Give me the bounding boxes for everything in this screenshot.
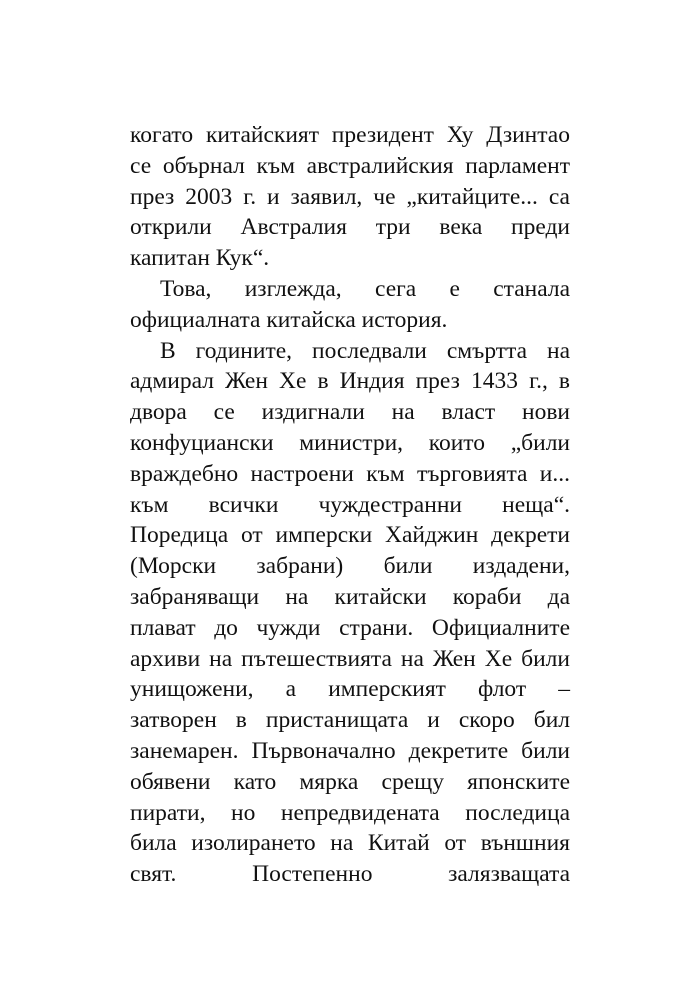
- text-line: капитан Кук“.: [130, 245, 270, 272]
- text-line: занемарен. Първоначално декретите били: [130, 737, 570, 764]
- paragraph-3: [130, 336, 570, 890]
- text-line: била изолирането на Китай от външния: [130, 830, 570, 857]
- text-line: Това, изглежда, сега е станала: [160, 275, 570, 302]
- text-line: свят. Постепенно залязващата: [130, 861, 570, 888]
- text-line: забраняващи на китайски кораби да: [130, 583, 570, 610]
- paragraph-2: [130, 274, 570, 336]
- text-line: се обърнал към австралийския парламент: [130, 152, 570, 179]
- text-line: пирати, но непредвидената последица: [130, 799, 570, 826]
- body-text: [130, 120, 570, 890]
- text-line: архиви на пътешествията на Жен Хе били: [130, 645, 570, 672]
- text-line: конфуциански министри, които „били: [130, 429, 570, 456]
- text-line: (Морски забрани) били издадени,: [130, 553, 570, 580]
- text-line: враждебно настроени към търговията и...: [130, 460, 570, 487]
- text-line: адмирал Жен Хе в Индия през 1433 г., в: [130, 368, 570, 395]
- text-line: унищожени, а имперският флот –: [130, 676, 570, 703]
- text-line: затворен в пристанищата и скоро бил: [130, 707, 570, 734]
- text-line: към всички чуждестранни неща“.: [130, 491, 570, 518]
- text-line: официалната китайска история.: [130, 306, 448, 333]
- text-line: открили Австралия три века преди: [130, 214, 570, 241]
- text-line: обявени като мярка срещу японските: [130, 768, 570, 795]
- text-line: през 2003 г. и заявил, че „китайците... са: [130, 183, 570, 210]
- text-line: Поредица от имперски Хайджин декрети: [130, 522, 570, 549]
- text-line: когато китайският президент Ху Дзинтао: [130, 122, 570, 148]
- paragraph-1: [130, 120, 570, 274]
- text-line: В годините, последвали смъртта на: [160, 337, 570, 364]
- text-line: плават до чужди страни. Официалните: [130, 614, 570, 641]
- text-line: двора се издигнали на власт нови: [130, 399, 570, 426]
